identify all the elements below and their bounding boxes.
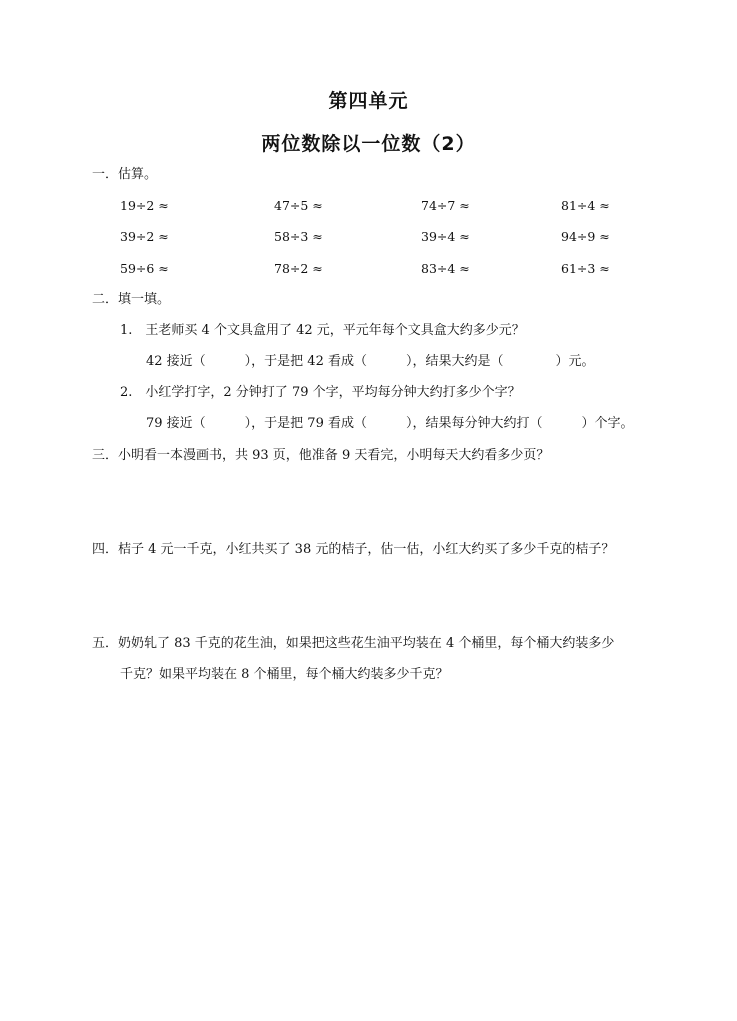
estimation-item: 58÷3 ≈: [274, 229, 323, 244]
estimation-item: 39÷2 ≈: [120, 229, 169, 244]
section-4-question: 四．桔子 4 元一千克，小红共买了 38 元的桔子，估一估，小红大约买了多少千克的桔子？: [92, 542, 615, 557]
estimation-item: 61÷3 ≈: [561, 261, 610, 276]
unit-title: 第四单元: [328, 90, 409, 112]
estimation-item: 94÷9 ≈: [561, 229, 610, 244]
estimation-item: 78÷2 ≈: [274, 261, 323, 276]
section-5-question-line2: 千克？如果平均装在 8 个桶里，每个桶大约装多少千克？: [120, 667, 449, 682]
lesson-title: 两位数除以一位数（2）: [261, 133, 476, 155]
section-3-question: 三．小明看一本漫画书，共 93 页，他准备 9 天看完，小明每天大约看多少页？: [92, 448, 550, 463]
estimation-item: 81÷4 ≈: [561, 198, 610, 213]
estimation-item: 39÷4 ≈: [421, 229, 470, 244]
question-2-1-fill: 42 接近（ ），于是把 42 看成（ ），结果大约是（ ）元。: [146, 354, 595, 369]
question-2-2-fill: 79 接近（ ），于是把 79 看成（ ），结果每分钟大约打（ ）个字。: [146, 416, 634, 431]
question-2-2: 2. 小红学打字，2 分钟打了 79 个字，平均每分钟大约打多少个字？: [120, 385, 521, 400]
section-1-heading: 一．估算。: [92, 167, 158, 182]
question-2-1: 1. 王老师买 4 个文具盒用了 42 元，平元年每个文具盒大约多少元？: [120, 323, 525, 338]
estimation-item: 74÷7 ≈: [421, 198, 470, 213]
estimation-item: 19÷2 ≈: [120, 198, 169, 213]
section-2-heading: 二．填一填。: [92, 292, 171, 307]
estimation-item: 47÷5 ≈: [274, 198, 323, 213]
estimation-item: 59÷6 ≈: [120, 261, 169, 276]
section-5-question-line1: 五．奶奶轧了 83 千克的花生油，如果把这些花生油平均装在 4 个桶里，每个桶大约装多少: [92, 636, 615, 651]
estimation-item: 83÷4 ≈: [421, 261, 470, 276]
